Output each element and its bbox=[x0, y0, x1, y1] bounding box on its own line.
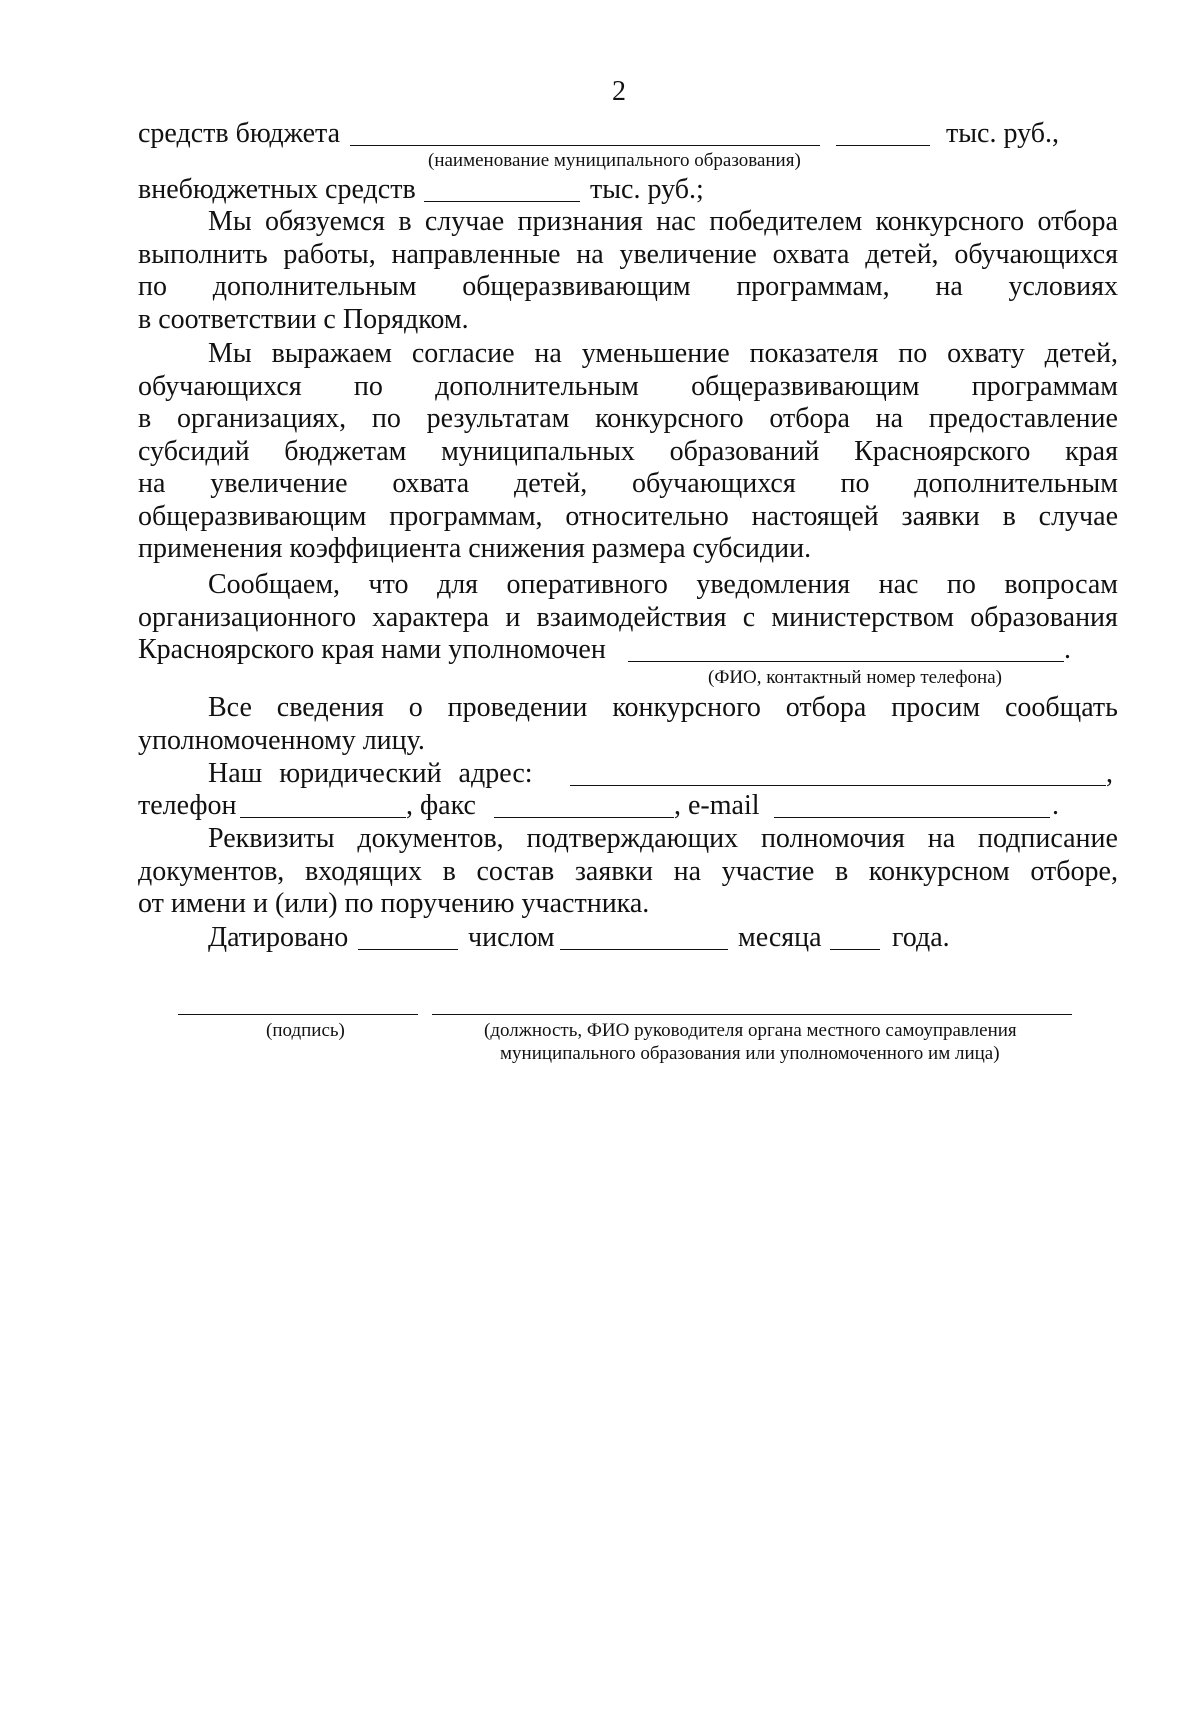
word: дополнительным bbox=[212, 271, 417, 302]
paragraph-obligation bbox=[138, 206, 1118, 336]
word: Красноярского bbox=[854, 435, 1031, 467]
word: подтверждающих bbox=[526, 823, 739, 854]
word: края bbox=[1065, 435, 1118, 467]
year-line bbox=[830, 949, 880, 950]
word: образования bbox=[970, 601, 1118, 633]
word: программам, bbox=[389, 500, 543, 532]
word: по bbox=[840, 468, 870, 499]
word: отбора bbox=[1037, 206, 1118, 237]
word: охвата bbox=[392, 468, 470, 499]
word: на bbox=[576, 238, 604, 270]
authorized-end: . bbox=[1064, 634, 1071, 665]
text-line bbox=[138, 371, 1118, 404]
word: общеразвивающим bbox=[138, 500, 367, 532]
word: увеличение bbox=[619, 238, 757, 270]
word: уведомления bbox=[696, 569, 851, 600]
word: в bbox=[834, 855, 849, 887]
day-label: числом bbox=[468, 922, 555, 953]
word: подписание bbox=[977, 823, 1118, 854]
text-line: от имени и (или) по поручению участника. bbox=[138, 888, 650, 919]
word: сведения bbox=[276, 692, 384, 723]
word: дополнительным bbox=[435, 370, 639, 402]
text-line: применения коэффициента снижения размера субсидии. bbox=[138, 533, 812, 564]
word: программам, bbox=[736, 271, 890, 302]
word: нас bbox=[878, 569, 919, 600]
word: детей, bbox=[1044, 338, 1118, 369]
fax-line bbox=[494, 817, 674, 818]
authorized-label: Красноярского края нами уполномочен bbox=[138, 634, 606, 665]
word: детей, bbox=[865, 238, 939, 270]
word: выполнить bbox=[138, 238, 268, 270]
text-line bbox=[138, 436, 1118, 469]
word: и bbox=[505, 601, 521, 633]
fax-label: , факс bbox=[406, 790, 476, 821]
address-line bbox=[570, 785, 1106, 786]
word: уменьшение bbox=[581, 338, 730, 369]
word: по bbox=[946, 569, 976, 600]
word: на bbox=[673, 855, 702, 887]
date-label: Датировано bbox=[208, 922, 349, 953]
word: обучающихся bbox=[138, 370, 302, 402]
authorized-person-line bbox=[628, 661, 1064, 662]
word: организациях, bbox=[176, 403, 347, 434]
word: входящих bbox=[304, 855, 422, 887]
month-label: месяца bbox=[738, 922, 822, 953]
word: обучающихся bbox=[954, 238, 1118, 270]
word: относительно bbox=[565, 500, 729, 532]
text-line bbox=[138, 206, 1118, 239]
word: Сообщаем, bbox=[208, 569, 341, 600]
paragraph-credentials bbox=[138, 823, 1118, 921]
word: бюджетам bbox=[284, 435, 407, 467]
word: условиях bbox=[1008, 271, 1118, 302]
text-line bbox=[138, 602, 1118, 635]
word: конкурсном bbox=[868, 855, 1010, 887]
word: документов, bbox=[138, 855, 285, 887]
page-number: 2 bbox=[612, 76, 626, 107]
word: участие bbox=[721, 855, 815, 887]
word: министерством bbox=[771, 601, 955, 633]
budget-unit: тыс. руб., bbox=[946, 118, 1059, 149]
position-caption-1: (должность, ФИО руководителя органа местного самоуправления bbox=[484, 1020, 1017, 1041]
email-line bbox=[774, 817, 1050, 818]
word: программам bbox=[971, 370, 1118, 402]
word: по bbox=[138, 271, 167, 302]
word: отборе, bbox=[1030, 855, 1118, 887]
word: нас bbox=[656, 206, 696, 237]
word: конкурсного bbox=[612, 692, 761, 723]
extrabudget-unit: тыс. руб.; bbox=[590, 174, 704, 205]
word: Мы bbox=[208, 206, 252, 237]
word: общеразвивающим bbox=[691, 370, 920, 402]
word: конкурсного bbox=[595, 403, 744, 434]
text-line bbox=[138, 468, 1118, 501]
position-caption-2: муниципального образования или уполномоченного им лица) bbox=[500, 1043, 1000, 1064]
word: отбора bbox=[769, 403, 850, 434]
word: муниципальных bbox=[441, 435, 635, 467]
extrabudget-label: внебюджетных средств bbox=[138, 174, 416, 205]
text-line bbox=[138, 239, 1118, 272]
word: случае bbox=[1038, 500, 1118, 532]
address-end: , bbox=[1106, 758, 1113, 789]
word: работы, bbox=[283, 238, 376, 270]
word: проведении bbox=[447, 692, 588, 723]
address-label: Наш юридический адрес: bbox=[208, 758, 533, 789]
word: заявки bbox=[901, 500, 980, 532]
text-line bbox=[138, 501, 1118, 534]
email-end: . bbox=[1052, 790, 1059, 821]
word: на bbox=[927, 823, 956, 854]
word: в bbox=[1002, 500, 1016, 532]
word: в bbox=[398, 206, 412, 237]
text-line: в соответствии с Порядком. bbox=[138, 303, 469, 335]
text-line bbox=[138, 856, 1118, 889]
extrabudget-amount-line bbox=[424, 201, 580, 202]
word: предоставление bbox=[928, 403, 1118, 434]
word: показателя bbox=[749, 338, 879, 369]
word: направленные bbox=[391, 238, 561, 270]
text-line bbox=[138, 823, 1118, 856]
word: на bbox=[935, 271, 963, 302]
word: настоящей bbox=[751, 500, 879, 532]
word: дополнительным bbox=[914, 468, 1118, 499]
word: документов, bbox=[357, 823, 504, 854]
word: по bbox=[353, 370, 383, 402]
word: полномочия bbox=[760, 823, 905, 854]
word: образований bbox=[669, 435, 820, 467]
budget-label: средств бюджета bbox=[138, 118, 341, 149]
paragraph-info bbox=[138, 692, 1118, 757]
text-line bbox=[138, 338, 1118, 371]
text-line bbox=[138, 692, 1118, 725]
word: Реквизиты bbox=[208, 823, 335, 854]
word: субсидий bbox=[138, 435, 250, 467]
word: в bbox=[442, 855, 456, 887]
signature-line bbox=[178, 1014, 418, 1015]
word: согласие bbox=[411, 338, 515, 369]
word: обязуемся bbox=[265, 206, 386, 237]
word: просим bbox=[891, 692, 981, 723]
word: с bbox=[742, 601, 756, 633]
budget-amount-line bbox=[836, 145, 930, 146]
word: результатам bbox=[426, 403, 570, 434]
word: Мы bbox=[208, 338, 252, 369]
word: охвату bbox=[947, 338, 1025, 369]
word: характера bbox=[372, 601, 490, 633]
phone-label: телефон bbox=[138, 790, 237, 821]
word: случае bbox=[424, 206, 505, 237]
word: признания bbox=[517, 206, 643, 237]
word: увеличение bbox=[210, 468, 348, 499]
word: выражаем bbox=[271, 338, 392, 369]
word: Все bbox=[208, 692, 252, 723]
word: для bbox=[436, 569, 479, 600]
word: детей, bbox=[513, 468, 588, 499]
word: общеразвивающим bbox=[462, 271, 691, 302]
text-line: уполномоченному лицу. bbox=[138, 724, 425, 756]
word: на bbox=[534, 338, 562, 369]
word: победителем bbox=[709, 206, 863, 237]
word: сообщать bbox=[1004, 692, 1118, 723]
month-line bbox=[560, 949, 728, 950]
day-line bbox=[358, 949, 458, 950]
paragraph-consent bbox=[138, 338, 1118, 566]
position-line bbox=[432, 1014, 1072, 1015]
word: состав bbox=[476, 855, 555, 887]
authorized-caption: (ФИО, контактный номер телефона) bbox=[708, 667, 1002, 688]
word: заявки bbox=[574, 855, 654, 887]
word: в bbox=[138, 403, 152, 434]
word: взаимодействия bbox=[536, 601, 727, 633]
word: обучающихся bbox=[632, 468, 796, 499]
word: о bbox=[408, 692, 423, 723]
text-line bbox=[138, 569, 1118, 602]
paragraph-contact bbox=[138, 569, 1118, 634]
word: отбора bbox=[785, 692, 867, 723]
year-label: года. bbox=[892, 922, 950, 953]
municipality-caption: (наименование муниципального образования) bbox=[428, 150, 801, 171]
phone-line bbox=[240, 817, 406, 818]
email-label: , e-mail bbox=[674, 790, 760, 821]
word: на bbox=[875, 403, 904, 434]
word: охвата bbox=[772, 238, 850, 270]
signature-caption: (подпись) bbox=[266, 1020, 345, 1041]
municipality-name-line bbox=[350, 145, 820, 146]
word: организационного bbox=[138, 601, 357, 633]
word: вопросам bbox=[1004, 569, 1118, 600]
word: конкурсного bbox=[875, 206, 1025, 237]
word: что bbox=[368, 569, 409, 600]
word: оперативного bbox=[506, 569, 668, 600]
text-line bbox=[138, 403, 1118, 436]
word: на bbox=[138, 468, 166, 499]
word: по bbox=[371, 403, 401, 434]
text-line bbox=[138, 271, 1118, 304]
word: по bbox=[898, 338, 928, 369]
